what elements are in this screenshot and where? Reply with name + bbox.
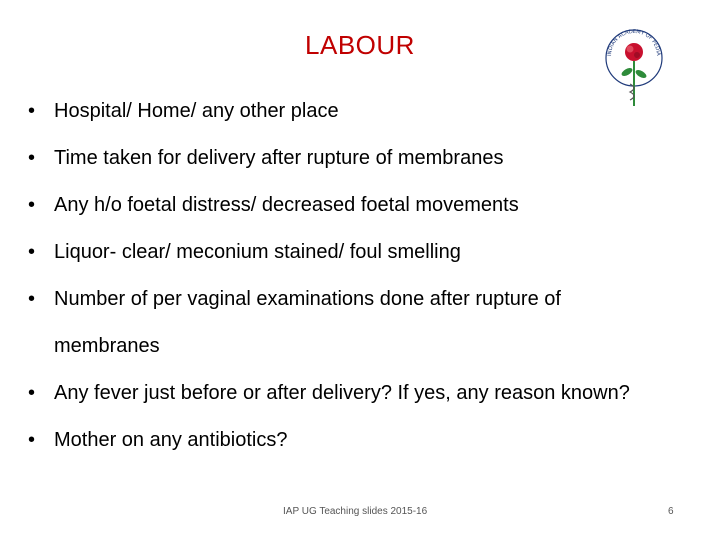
bullet-dot-icon: •: [28, 100, 36, 122]
bullet-dot-icon: •: [28, 194, 36, 216]
bullet-item: • Mother on any antibiotics?: [28, 417, 668, 464]
bullet-dot-icon: •: [28, 288, 36, 310]
bullet-item: • Time taken for delivery after rupture of membranes: [28, 135, 668, 182]
footer-text: IAP UG Teaching slides 2015-16: [283, 506, 428, 517]
bullet-item: • Hospital/ Home/ any other place: [28, 88, 668, 135]
bullet-dot-icon: •: [28, 382, 36, 404]
logo-text: INDIAN ACADEMY OF PEDIA: [606, 28, 662, 57]
bullet-item: • Any fever just before or after delivery? If yes, any reason known?: [28, 370, 668, 417]
bullet-dot-icon: •: [28, 429, 36, 451]
slide-title: LABOUR: [305, 30, 415, 60]
bullet-item: • Liquor- clear/ meconium stained/ foul smelling: [28, 229, 668, 276]
bullet-list: [28, 88, 668, 464]
logo-rose: [625, 43, 643, 61]
bullet-item: • Any h/o foetal distress/ decreased foetal movements: [28, 182, 668, 229]
bullet-dot-icon: •: [28, 147, 36, 169]
bullet-dot-icon: •: [28, 241, 36, 263]
bullet-item: • Number of per vaginal examinations done after rupture of membranes: [28, 276, 668, 370]
page-number: 6: [668, 506, 674, 517]
